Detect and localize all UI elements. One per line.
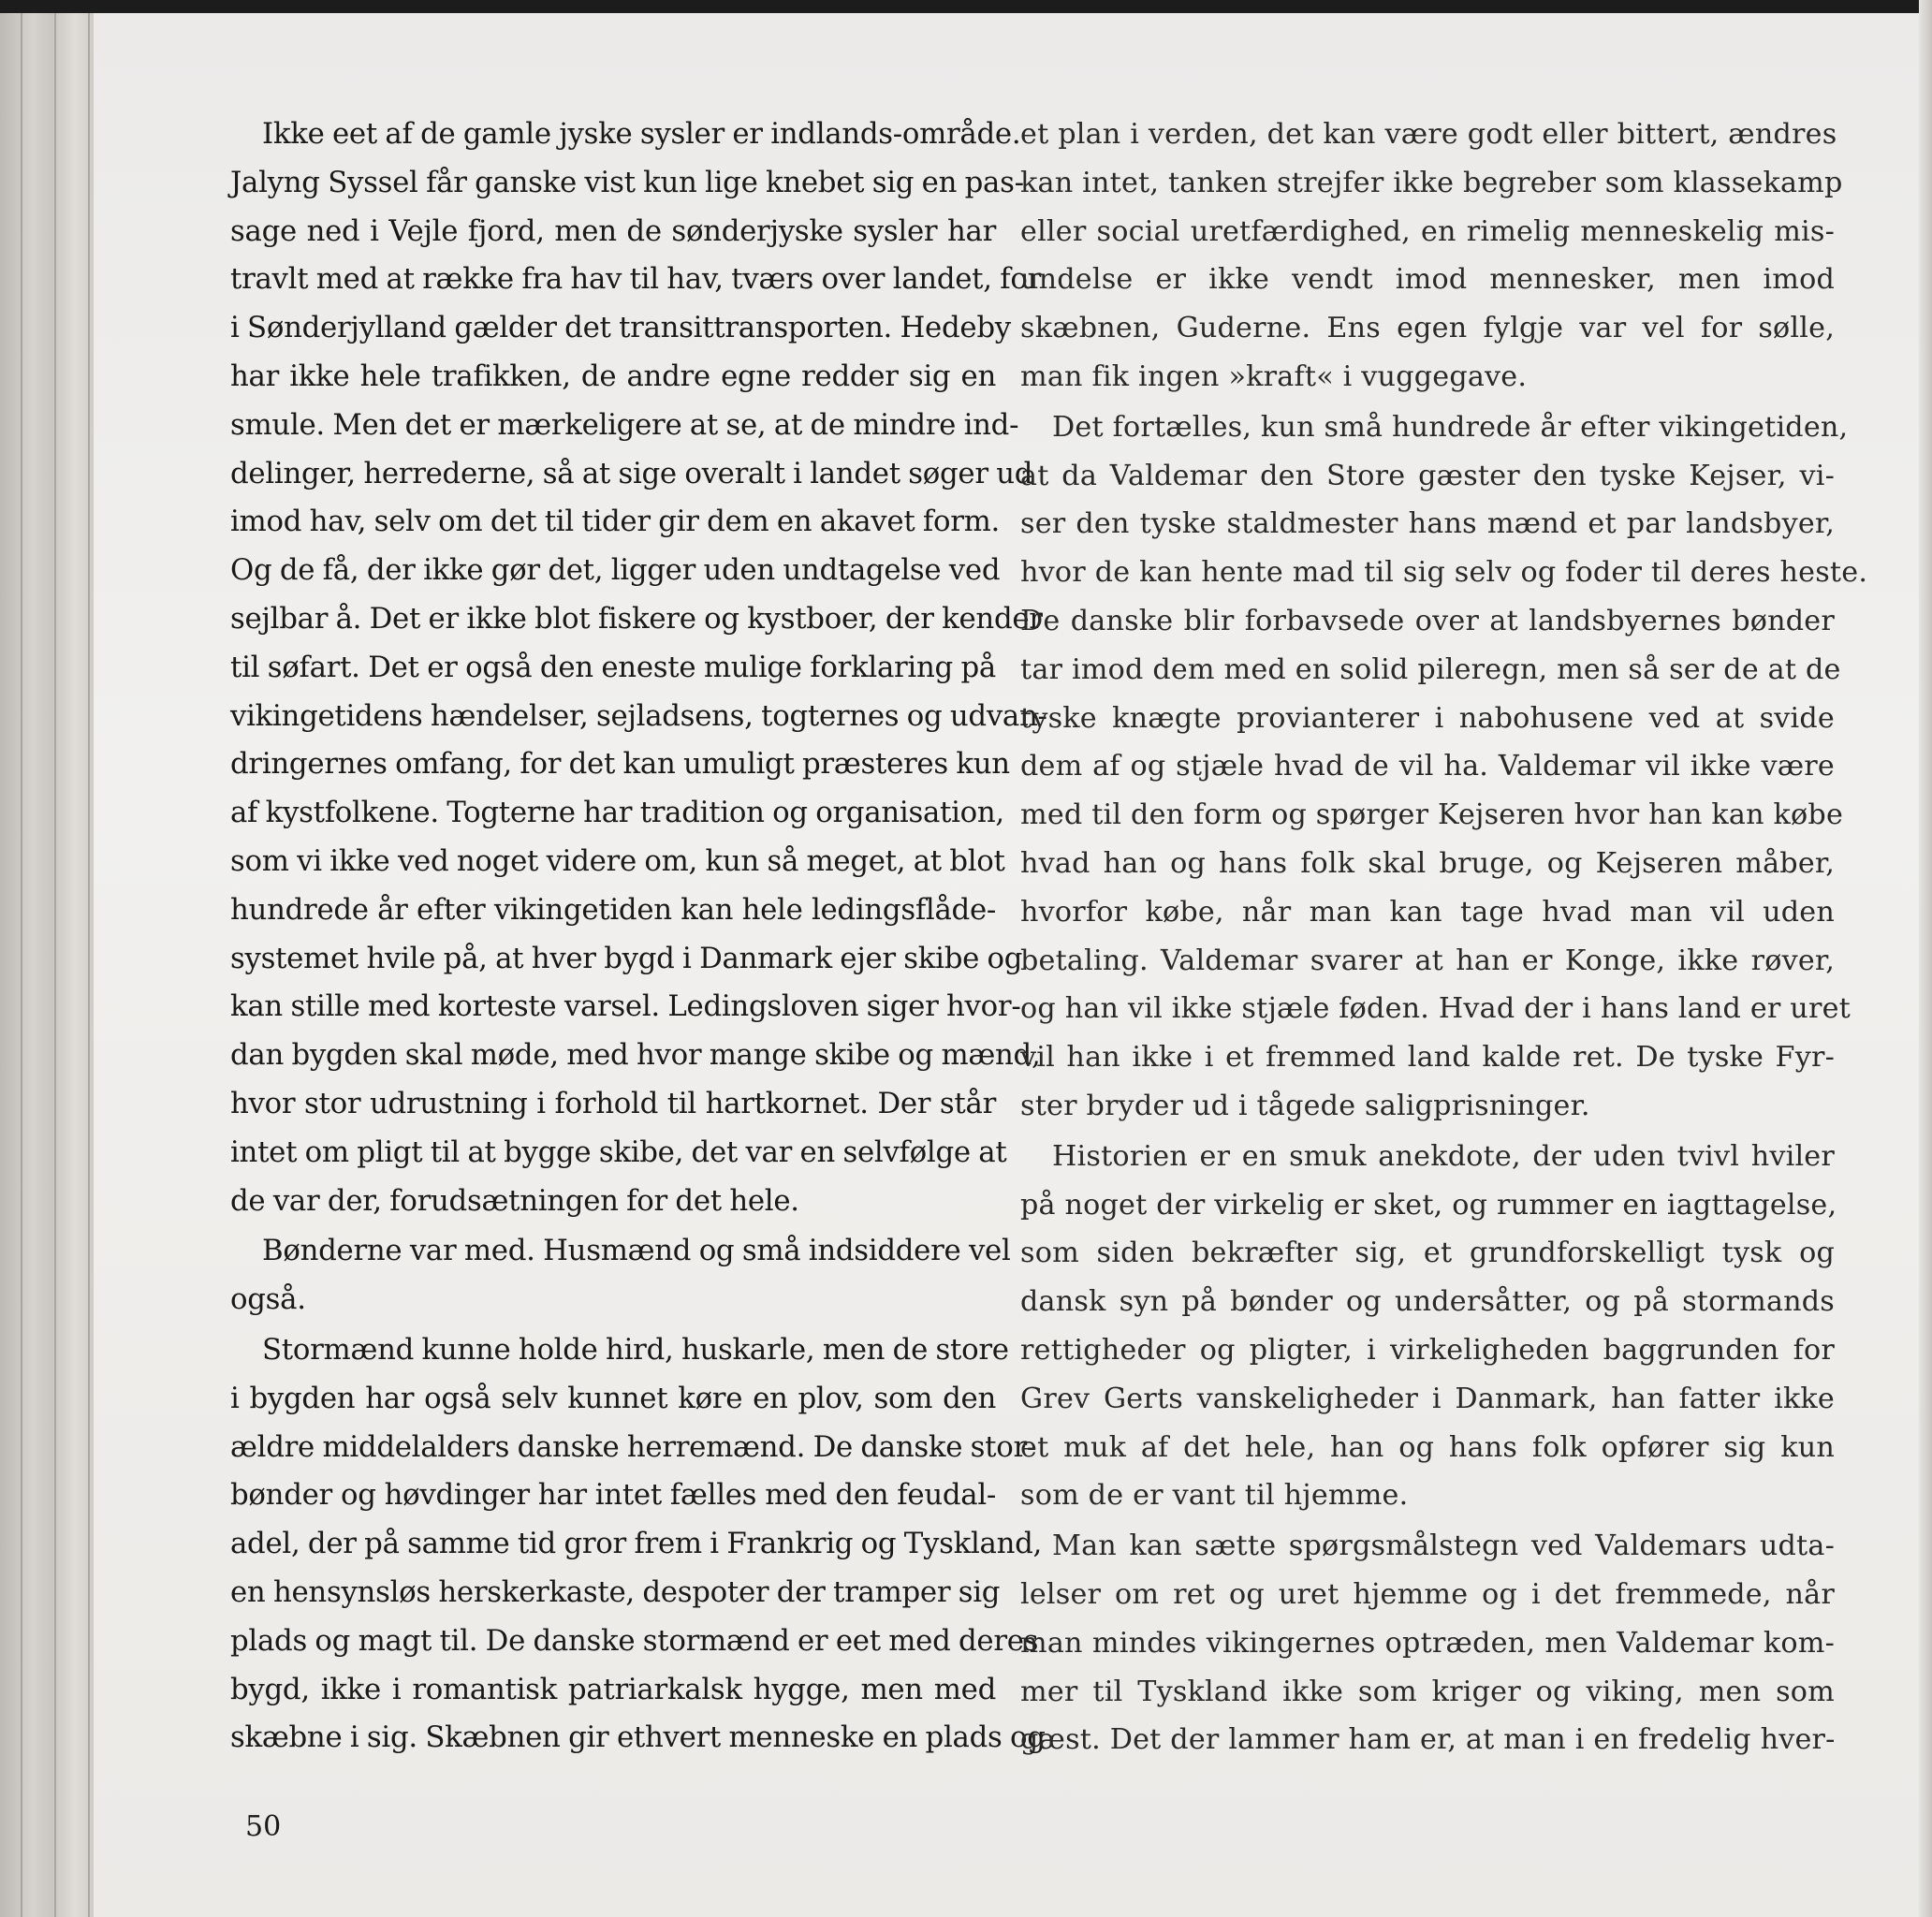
text-line: eller social uretfærdighed, en rimelig menneskelig mis- [1020, 214, 1835, 248]
text-line: man mindes vikingernes optræden, men Valdemar kom- [1020, 1626, 1835, 1660]
text-line: vikingetidens hændelser, sejladsens, togternes og udvan- [230, 698, 1047, 733]
text-line: lelser om ret og uret hjemme og i det fremmede, når [1020, 1577, 1835, 1611]
text-line: på noget der virkelig er sket, og rummer en iagttagelse, [1020, 1188, 1837, 1222]
page-stack-line [21, 0, 22, 1917]
text-line: at da Valdemar den Store gæster den tyske Kejser, vi- [1020, 459, 1835, 492]
right-text-column [1020, 110, 1868, 1764]
text-line: Jalyng Syssel får ganske vist kun lige knebet sig en pas- [230, 165, 1024, 199]
page-stack-line [54, 0, 56, 1917]
text-line: af kystfolkene. Togterne har tradition og organisation, [230, 796, 1004, 830]
text-line: dan bygden skal møde, med hvor mange skibe og mænd, [230, 1038, 1041, 1073]
text-line: hvad han og hans folk skal bruge, og Kejseren måber, [1020, 846, 1835, 880]
text-line: i bygden har også selv kunnet køre en plov, som den [230, 1381, 996, 1415]
text-line: og han vil ikke stjæle føden. Hvad der i hans land er uret [1020, 992, 1851, 1026]
text-line: mer til Tyskland ikke som kriger og viking, men som [1020, 1675, 1835, 1708]
page-stack-line [88, 0, 90, 1917]
text-line: hvor de kan hente mad til sig selv og foder til deres heste. [1020, 556, 1868, 590]
left-text-column [230, 110, 1047, 1763]
text-line: sejlbar å. Det er ikke blot fiskere og kystboer, der kender [230, 601, 1043, 636]
text-line: Ikke eet af de gamle jyske sysler er indlands-område. [262, 117, 1021, 151]
text-line: tar imod dem med en solid pileregn, men så ser de at de [1020, 652, 1841, 686]
text-line: systemet hvile på, at hver bygd i Danmark ejer skibe og [230, 941, 1023, 975]
text-line: travlt med at række fra hav til hav, tværs over landet, for [230, 262, 1041, 297]
text-line: imod hav, selv om det til tider gir dem en akavet form. [230, 505, 1001, 539]
text-line: Man kan sætte spørgsmålstegn ved Valdemars udta- [1052, 1529, 1835, 1563]
text-line: med til den form og spørger Kejseren hvor han kan købe [1020, 798, 1844, 832]
text-line: skæbne i sig. Skæbnen gir ethvert menneske en plads og [230, 1720, 1046, 1755]
text-line: ældre middelalders danske herremænd. De danske stor- [230, 1429, 1037, 1464]
text-line: tyske knægte provianterer i nabohusene ved at svide [1020, 701, 1835, 735]
text-line: Stormænd kunne holde hird, huskarle, men de store [262, 1332, 1009, 1367]
text-line: Bønderne var med. Husmænd og små indsiddere vel [262, 1234, 1011, 1268]
text-line: Historien er en smuk anekdote, der uden tvivl hviler [1052, 1139, 1835, 1173]
text-line: bygd, ikke i romantisk patriarkalsk hygge, men med [230, 1672, 996, 1706]
page-number: 50 [245, 1810, 282, 1843]
text-line: De danske blir forbavsede over at landsbyernes bønder [1020, 604, 1835, 637]
text-line: undelse er ikke vendt imod mennesker, men imod [1020, 263, 1835, 297]
text-line: som vi ikke ved noget videre om, kun så meget, at blot [230, 843, 1005, 878]
text-line: man fik ingen »kraft« i vuggegave. [1020, 359, 1528, 393]
text-line: kan intet, tanken strejfer ikke begreber som klassekamp [1020, 166, 1843, 199]
text-line: et muk af det hele, han og hans folk opfører sig kun [1020, 1430, 1835, 1464]
text-line: dringernes omfang, for det kan umuligt præsteres kun [230, 747, 1010, 782]
text-line: vil han ikke i et fremmed land kalde ret. De tyske Fyr- [1020, 1041, 1835, 1075]
text-line: betaling. Valdemar svarer at han er Konge, ikke røver, [1020, 944, 1835, 977]
text-line: hundrede år efter vikingetiden kan hele ledingsflåde- [230, 892, 996, 927]
text-line: smule. Men det er mærkeligere at se, at de mindre ind- [230, 407, 1019, 442]
page-stack-edge [0, 0, 94, 1917]
text-line: rettigheder og pligter, i virkeligheden baggrunden for [1020, 1333, 1835, 1367]
text-line: dansk syn på bønder og undersåtter, og på stormands [1020, 1285, 1835, 1319]
text-line: delinger, herrederne, så at sige overalt i landet søger ud [230, 456, 1033, 490]
text-line: Grev Gerts vanskeligheder i Danmark, han fatter ikke [1020, 1382, 1835, 1415]
text-line: ster bryder ud i tågede saligprisninger. [1020, 1089, 1590, 1122]
text-line: sage ned i Vejle fjord, men de sønderjyske sysler har [230, 213, 996, 248]
text-line: intet om pligt til at bygge skibe, det var en selvfølge at [230, 1134, 1007, 1169]
text-line: Det fortælles, kun små hundrede år efter vikingetiden, [1052, 410, 1849, 444]
text-line: som siden bekræfter sig, et grundforskelligt tysk og [1020, 1237, 1835, 1270]
text-line: i Sønderjylland gælder det transittransporten. Hedeby [230, 311, 1011, 345]
scan-top-border [0, 0, 1932, 13]
text-line: kan stille med korteste varsel. Ledingsloven siger hvor- [230, 989, 1021, 1024]
text-line: har ikke hele trafikken, de andre egne redder sig en [230, 359, 996, 393]
text-line: Og de få, der ikke gør det, ligger uden undtagelse ved [230, 553, 1001, 588]
text-line: de var der, forudsætningen for det hele. [230, 1183, 799, 1218]
text-line: som de er vant til hjemme. [1020, 1479, 1409, 1513]
text-line: til søfart. Det er også den eneste mulige forklaring på [230, 650, 996, 684]
text-line: ser den tyske staldmester hans mænd et par landsbyer, [1020, 507, 1835, 541]
text-line: adel, der på samme tid gror frem i Frankrig og Tyskland, [230, 1527, 1043, 1561]
text-line: hvor stor udrustning i forhold til hartkornet. Der står [230, 1086, 996, 1120]
text-line: gæst. Det der lammer ham er, at man i en fredelig hver- [1020, 1723, 1836, 1757]
text-line: et plan i verden, det kan være godt eller bittert, ændres [1020, 118, 1837, 151]
text-line: dem af og stjæle hvad de vil ha. Valdemar vil ikke være [1020, 750, 1835, 783]
text-line: en hensynsløs herskerkaste, despoter der tramper sig [230, 1574, 1001, 1609]
scan-right-border [1919, 0, 1932, 1917]
text-line: plads og magt til. De danske stormænd er eet med deres [230, 1623, 1039, 1658]
text-line: også. [230, 1282, 306, 1317]
text-line: hvorfor købe, når man kan tage hvad man vil uden [1020, 895, 1835, 929]
text-line: bønder og høvdinger har intet fælles med den feudal- [230, 1478, 996, 1513]
text-line: skæbnen, Guderne. Ens egen fylgje var vel for sølle, [1020, 312, 1835, 345]
